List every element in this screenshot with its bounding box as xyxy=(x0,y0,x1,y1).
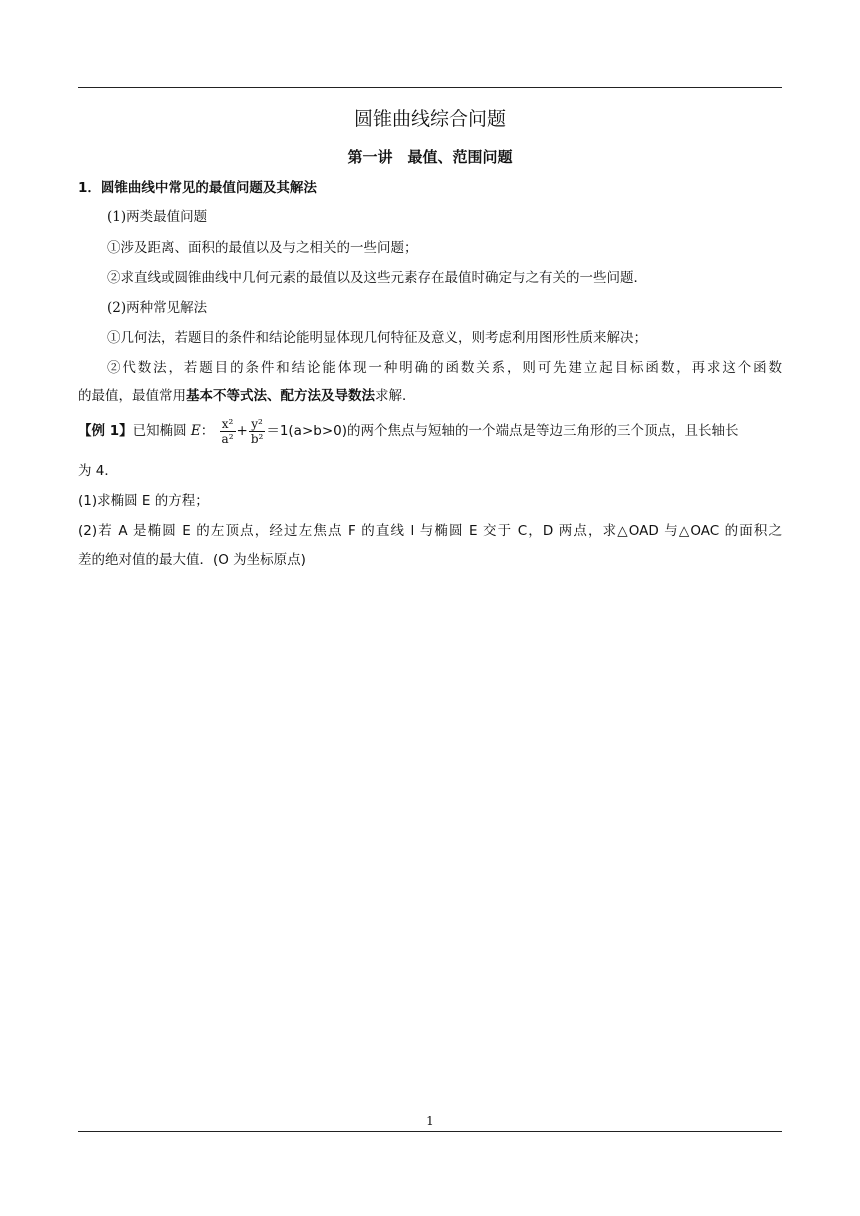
example-1-line2: 为 4． xyxy=(78,463,118,479)
part-2-question-line2: 差的绝对值的最大值．(O 为坐标原点) xyxy=(78,552,306,568)
types-heading: (1)两类最值问题 xyxy=(107,209,208,225)
section-heading: 1．圆锥曲线中常见的最值问题及其解法 xyxy=(78,180,317,196)
part-2-question-line1: (2)若 A 是椭圆 E 的左顶点，经过左焦点 F 的直线 l 与椭圆 E 交于 C，D 两点，求△OAD 与△OAC 的面积之 xyxy=(78,523,782,539)
frac2-numerator: y² xyxy=(249,417,266,432)
methods-heading: (2)两种常见解法 xyxy=(107,300,208,316)
method-2-text-line2 xyxy=(78,387,782,405)
fraction-x-over-a xyxy=(220,417,236,446)
method-2-text-line1: ②代数法，若题目的条件和结论能体现一种明确的函数关系，则可先建立起目标函数，再求这个函数 xyxy=(107,360,782,376)
document-title: 圆锥曲线综合问题 xyxy=(353,108,506,130)
method-2-prefix: 的最值，最值常用 xyxy=(78,388,186,404)
fraction-y-over-b xyxy=(249,417,266,446)
method-1-text: ①几何法，若题目的条件和结论能明显体现几何特征及意义，则考虑利用图形性质来解决； xyxy=(107,330,647,346)
ellipse-name: E xyxy=(190,423,201,439)
frac2-denominator: b² xyxy=(250,432,264,446)
method-2-suffix: 求解． xyxy=(375,388,416,404)
plus-sign: + xyxy=(236,423,248,439)
document-subtitle: 第一讲 最值、范围问题 xyxy=(347,148,513,166)
type-2-text: ②求直线或圆锥曲线中几何元素的最值以及这些元素存在最值时确定与之有关的一些问题． xyxy=(107,270,647,286)
header-rule xyxy=(78,87,782,88)
type-1-text: ①涉及距离、面积的最值以及与之相关的一些问题； xyxy=(107,240,418,256)
frac1-numerator: x² xyxy=(220,417,236,432)
footer-rule xyxy=(78,1131,782,1132)
colon: ： xyxy=(200,423,215,439)
frac1-denominator: a² xyxy=(221,432,234,446)
part-1-question: (1)求椭圆 E 的方程； xyxy=(78,493,209,509)
example-1-condition: ＝1(a>b>0)的两个焦点与短轴的一个端点是等边三角形的三个顶点，且长轴长 xyxy=(266,423,739,439)
method-2-emphasis: 基本不等式法、配方法及导数法 xyxy=(186,388,375,404)
example-1-intro: 已知椭圆 xyxy=(132,423,191,439)
page-number: 1 xyxy=(426,1114,434,1128)
example-1-statement xyxy=(78,413,782,449)
example-1-label: 【例 1】 xyxy=(78,423,133,439)
